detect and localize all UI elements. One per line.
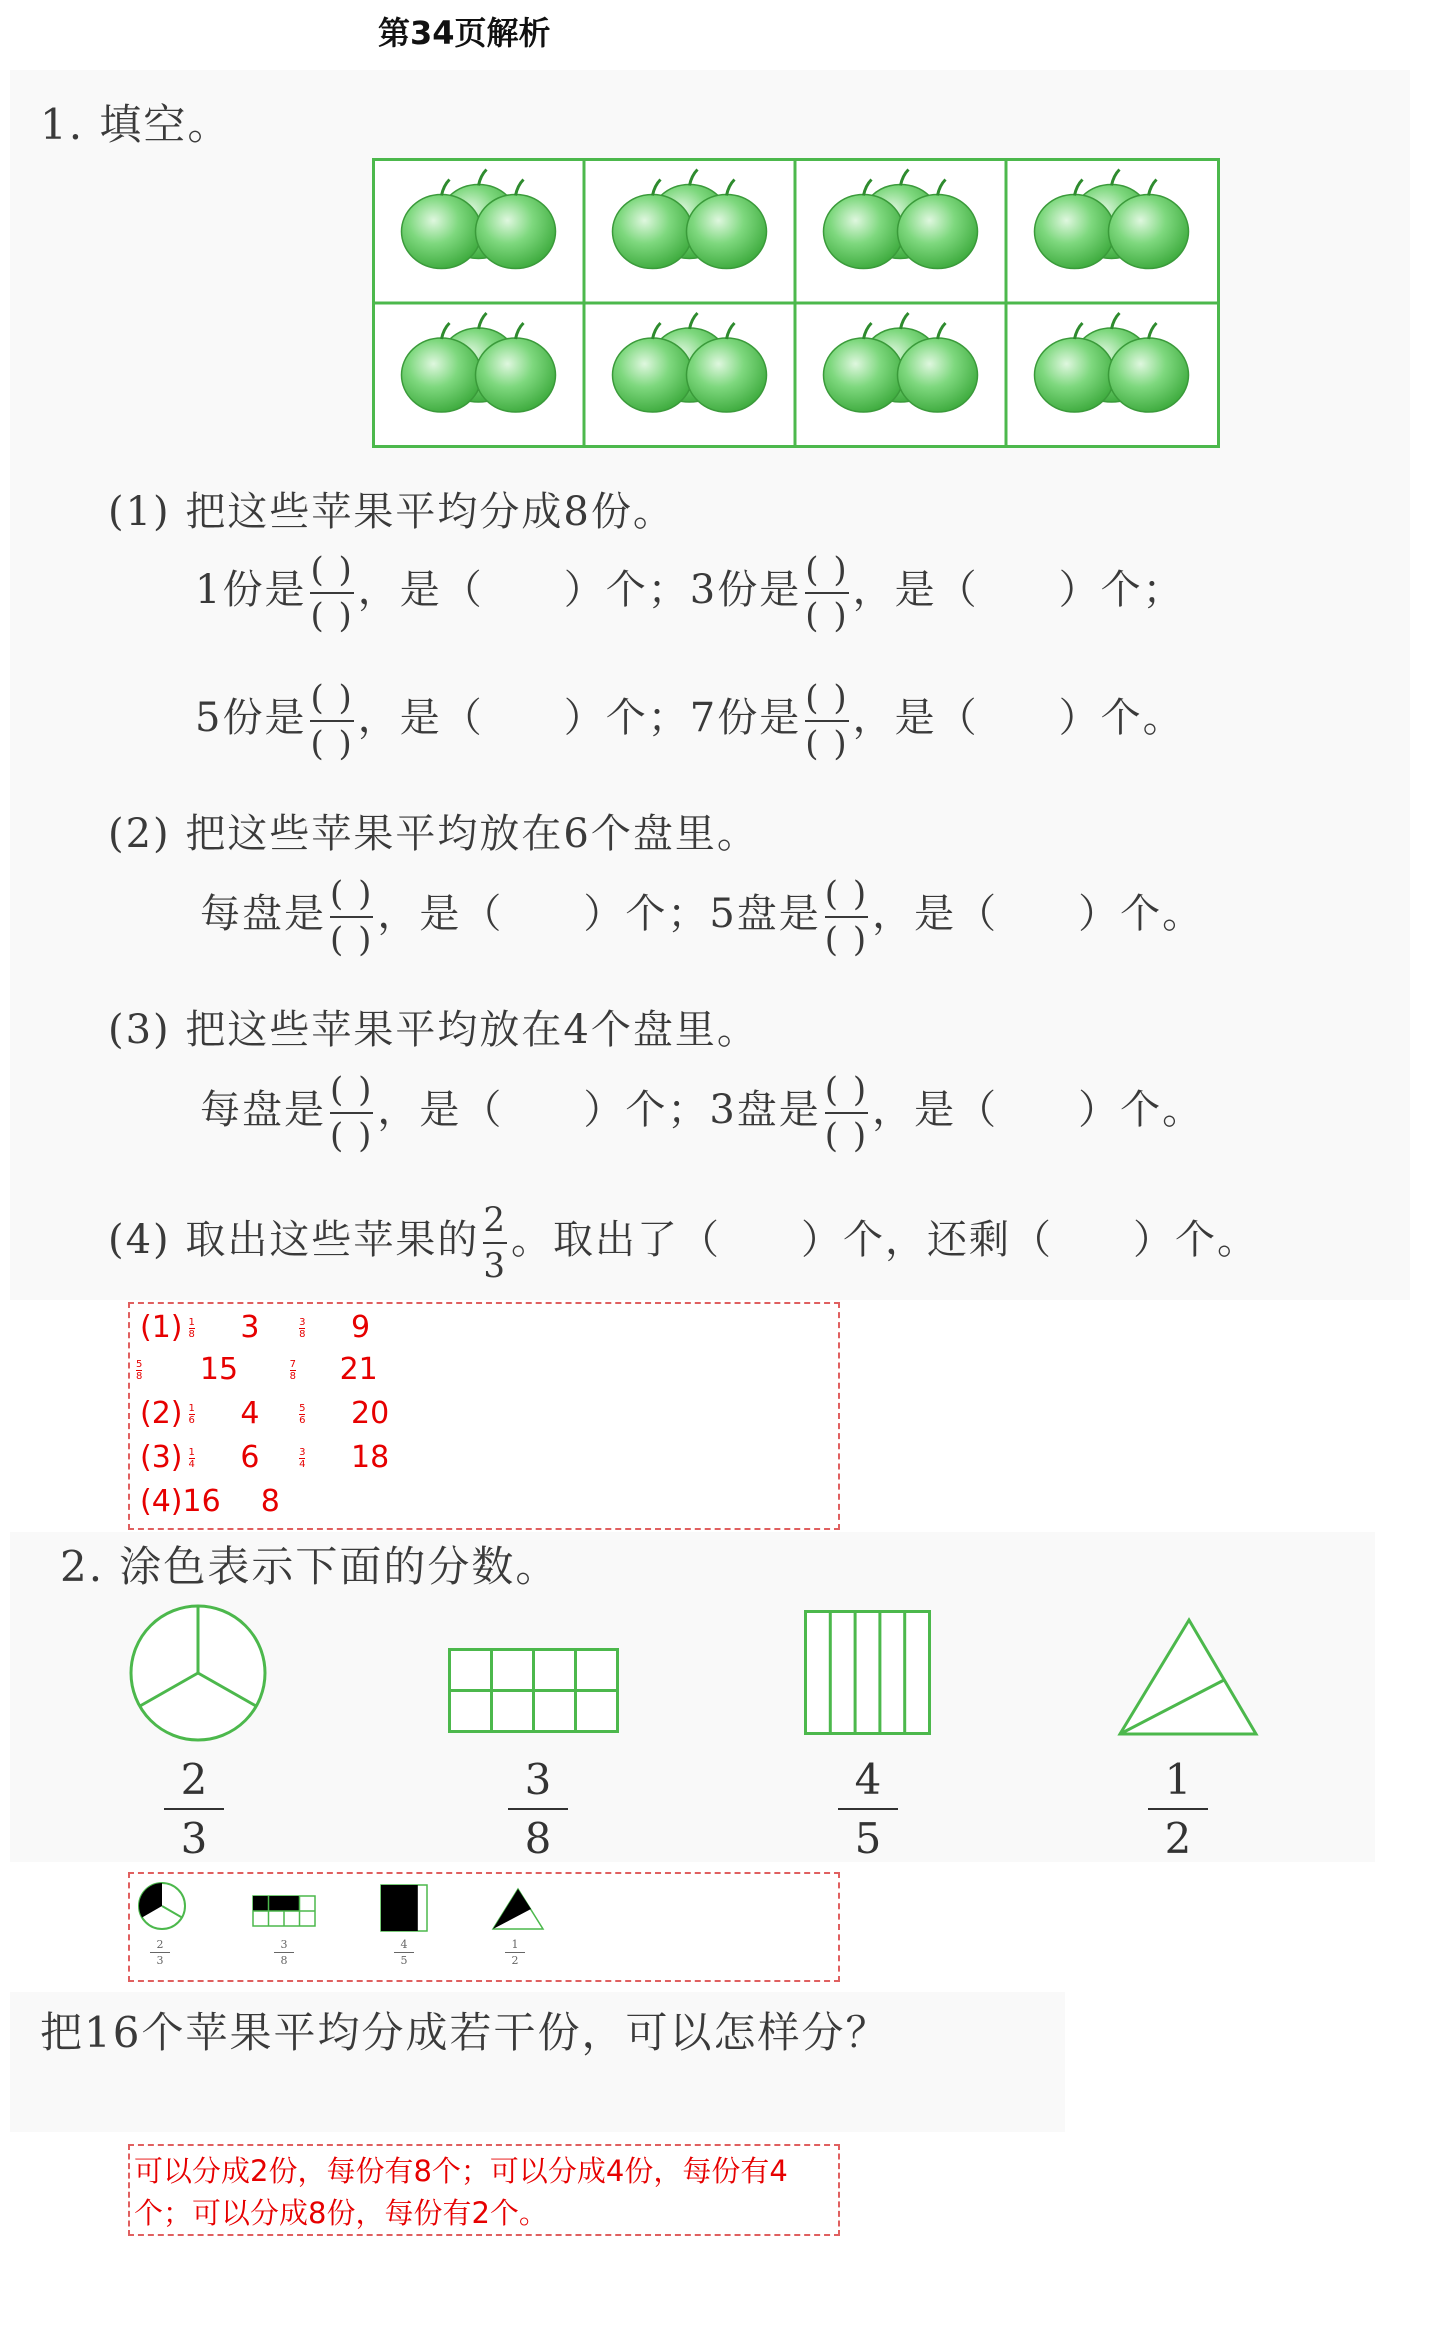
page-title: 第34页解析	[378, 14, 551, 52]
answer-1-row-3: $(2) \frac{1}{6} 4 \frac{5}{6} 20$	[140, 1396, 390, 1431]
answer-fraction-1: 2 3	[150, 1938, 170, 1967]
answer-fraction-4: 1 2	[505, 1938, 525, 1967]
fraction-blank[interactable]: $\frac{( )}{( )}$	[824, 1070, 869, 1156]
answer-3-text: 可以分成2份，每份有8个；可以分成4份，每份有4个；可以分成8份，每份有2个。	[134, 2154, 788, 2230]
answer-rect-shaded	[252, 1895, 316, 1927]
q1-part2-line: 每盘是 $\frac{( )}{( )}$ ，是（ ）个；5盘是 $\frac{( )}{( )}$ ，是（ ）个。	[200, 874, 1205, 960]
answer-box-2	[128, 1872, 840, 1982]
fraction-blank[interactable]: $\frac{( )}{( )}$	[310, 550, 354, 636]
q1-part1-line2: 5份是 $\frac{( )}{( )}$ ，是（ ）个；7份是 $\frac{( )}{( )}$ ，是（ ）个。	[195, 678, 1185, 764]
q1-part1-line1: 1份是 $\frac{( )}{( )}$ ，是（ ）个；3份是 $\frac{( )}{( )}$ ，是（ ）个；	[195, 550, 1185, 636]
rectangle-eight-parts[interactable]	[448, 1648, 620, 1734]
answer-1-row-2: $\frac{5}{8} 15 \frac{7}{8} 21$	[136, 1352, 378, 1387]
square-five-strips[interactable]	[804, 1610, 932, 1736]
fraction-blank[interactable]: $\frac{( )}{( )}$	[824, 874, 869, 960]
answer-1-row-4: $(3) \frac{1}{4} 6 \frac{3}{4} 18$	[140, 1440, 390, 1475]
q1-part1-intro: (1) 把这些苹果平均分成8份。	[108, 489, 675, 535]
q1-part3-line: 每盘是 $\frac{( )}{( )}$ ，是（ ）个；3盘是 $\frac{( )}{( )}$ ，是（ ）个。	[200, 1070, 1205, 1156]
q1-part4-line: (4) 取出这些苹果的 $\frac{2}{3}$ 。取出了（ ）个，还剩（ ）个。	[108, 1200, 1260, 1286]
q1-part2-intro: (2) 把这些苹果平均放在6个盘里。	[108, 811, 759, 857]
fraction-blank[interactable]: $\frac{( )}{( )}$	[310, 678, 354, 764]
answer-circle-shaded	[136, 1880, 188, 1932]
answer-1-row-5: (4)16 8	[140, 1484, 280, 1519]
fraction-blank[interactable]: $\frac{( )}{( )}$	[330, 1070, 374, 1156]
answer-fraction-3: 4 5	[394, 1938, 414, 1967]
fraction-two-thirds: $\frac{2}{3}$	[483, 1200, 508, 1286]
label: 1份是	[195, 567, 307, 613]
circle-three-parts[interactable]	[125, 1600, 275, 1750]
answer-fraction-2: 3 8	[274, 1938, 294, 1967]
fraction-label-4: 1 2	[1148, 1755, 1208, 1863]
triangle-two-parts[interactable]	[1114, 1614, 1262, 1738]
fraction-blank[interactable]: $\frac{( )}{( )}$	[805, 550, 849, 636]
question-2-title: 2. 涂色表示下面的分数。	[60, 1542, 560, 1591]
fraction-label-1: 2 3	[164, 1755, 224, 1863]
fraction-blank[interactable]: $\frac{( )}{( )}$	[330, 874, 374, 960]
answer-triangle-shaded	[490, 1886, 546, 1932]
fraction-blank[interactable]: $\frac{( )}{( )}$	[805, 678, 849, 764]
apple-grid	[372, 158, 1220, 448]
question-3-text: 把16个苹果平均分成若干份，可以怎样分？	[40, 2008, 890, 2057]
fraction-label-2: 3 8	[508, 1755, 568, 1863]
q1-part3-intro: (3) 把这些苹果平均放在4个盘里。	[108, 1007, 759, 1053]
fraction-label-3: 4 5	[838, 1755, 898, 1863]
question-1-title: 1. 填空。	[40, 100, 232, 149]
answer-square-shaded	[380, 1884, 428, 1932]
answer-1-row-1: $(1) \frac{1}{8} 3 \frac{3}{8} 9$	[140, 1310, 371, 1345]
